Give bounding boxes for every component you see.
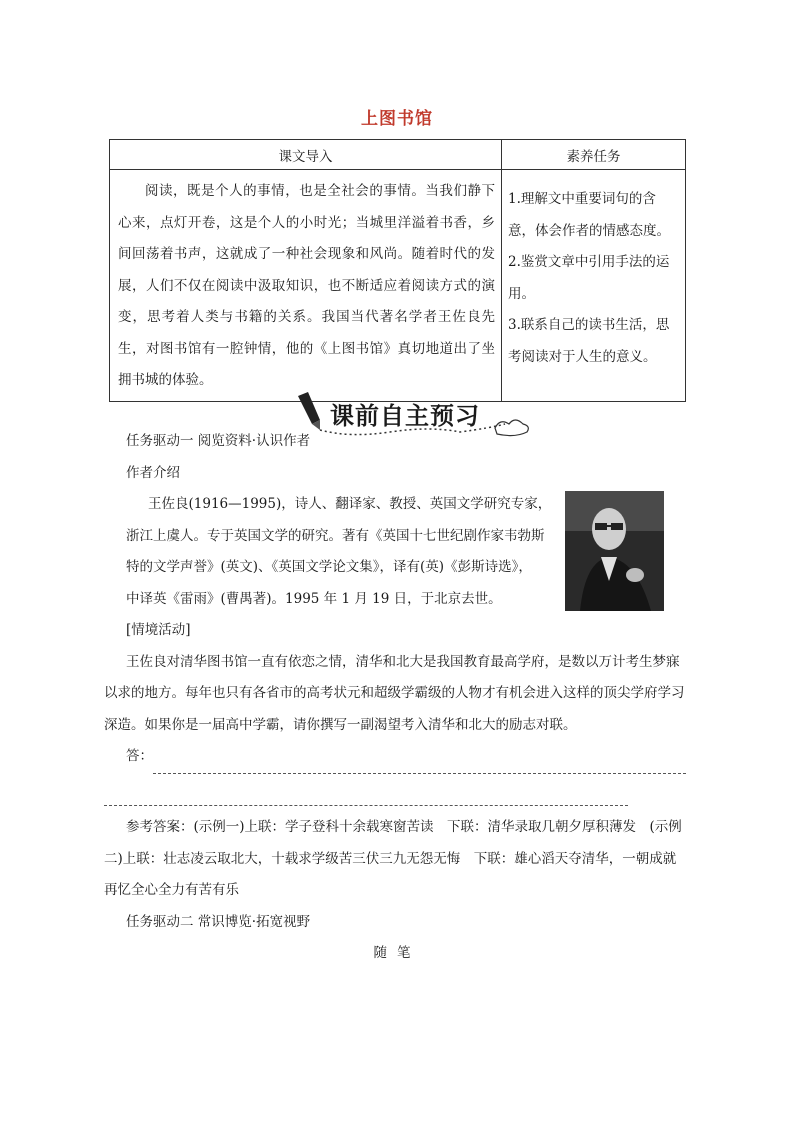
- author-line: 中译英《雷雨》(曹禺著)。1995 年 1 月 19 日，于北京去世。: [126, 590, 502, 607]
- task-item: 3.联系自己的读书生活，思考阅读对于人生的意义。: [508, 317, 670, 365]
- answer-line[interactable]: [153, 741, 686, 774]
- author-line: 浙江上虞人。专于英国文学的研究。著有《英国十七世纪剧作家韦勃斯: [126, 527, 545, 544]
- subheading: 随笔: [373, 945, 421, 961]
- section-heading: 任务驱动二 常识博览·拓宽视野: [126, 913, 311, 930]
- intro-cell: [110, 170, 502, 402]
- banner-title: 课前自主预习: [330, 401, 480, 430]
- author-heading: 作者介绍: [126, 464, 180, 481]
- task-item: 1.理解文中重要词句的含意，体会作者的情感态度。: [508, 191, 670, 239]
- answer-label: 答：: [126, 748, 153, 764]
- activity-label: [情境活动]: [126, 622, 191, 638]
- tasks-cell: [502, 170, 686, 402]
- section-heading: 任务驱动一 阅览资料·认识作者: [126, 433, 311, 449]
- page-title: 上图书馆: [361, 109, 433, 129]
- author-line: 特的文学声誉》(英文)、《英国文学论文集》，译有(英)《彭斯诗选》，: [126, 559, 532, 575]
- reference-answer: 参考答案：(示例一)上联：学子登科十余载寒窗苦读 下联：清华录取几朝夕厚积薄发 (示例二)上联：壮志凌云取北大，十载求学级苦三伏三九无怨无悔 下联：雄心滔天夺清华，一朝成就再忆全心全力有苦有乐: [104, 819, 682, 898]
- intro-table: [109, 139, 686, 402]
- author-line: 王佐良(1916—1995)，诗人、翻译家、教授、英国文学研究专家，: [148, 496, 552, 512]
- header-literacy-tasks: 素养任务: [502, 140, 686, 170]
- pencil-icon: [298, 392, 320, 430]
- header-lesson-intro: 课文导入: [110, 140, 502, 170]
- activity-text: 王佐良对清华图书馆一直有依恋之情，清华和北大是我国教育最高学府，是数以万计考生梦寐以求的地方。每年也只有各省市的高考状元和超级学霸级的人物才有机会进入这样的顶尖学府学习深造。如果你是一届高中学霸，请你撰写一副渴望考入清华和北大的励志对联。: [104, 653, 685, 733]
- answer-line[interactable]: [104, 774, 628, 807]
- task-item: 2.鉴赏文章中引用手法的运用。: [508, 254, 670, 302]
- intro-text: 阅读，既是个人的事情，也是全社会的事情。当我们静下心来，点灯开卷，这是个人的小时光；当城里洋溢着书香，乡间回荡着书声，这就成了一种社会现象和风尚。随着时代的发展，人们不仅在阅读中汲取知识，也不断适应着阅读方式的演变，思考着人类与书籍的关系。我国当代著名学者王佐良先生，对图书馆有一腔钟情，他的《上图书馆》真切地道出了坐拥书城的体验。: [118, 183, 495, 388]
- author-photo: [565, 491, 664, 611]
